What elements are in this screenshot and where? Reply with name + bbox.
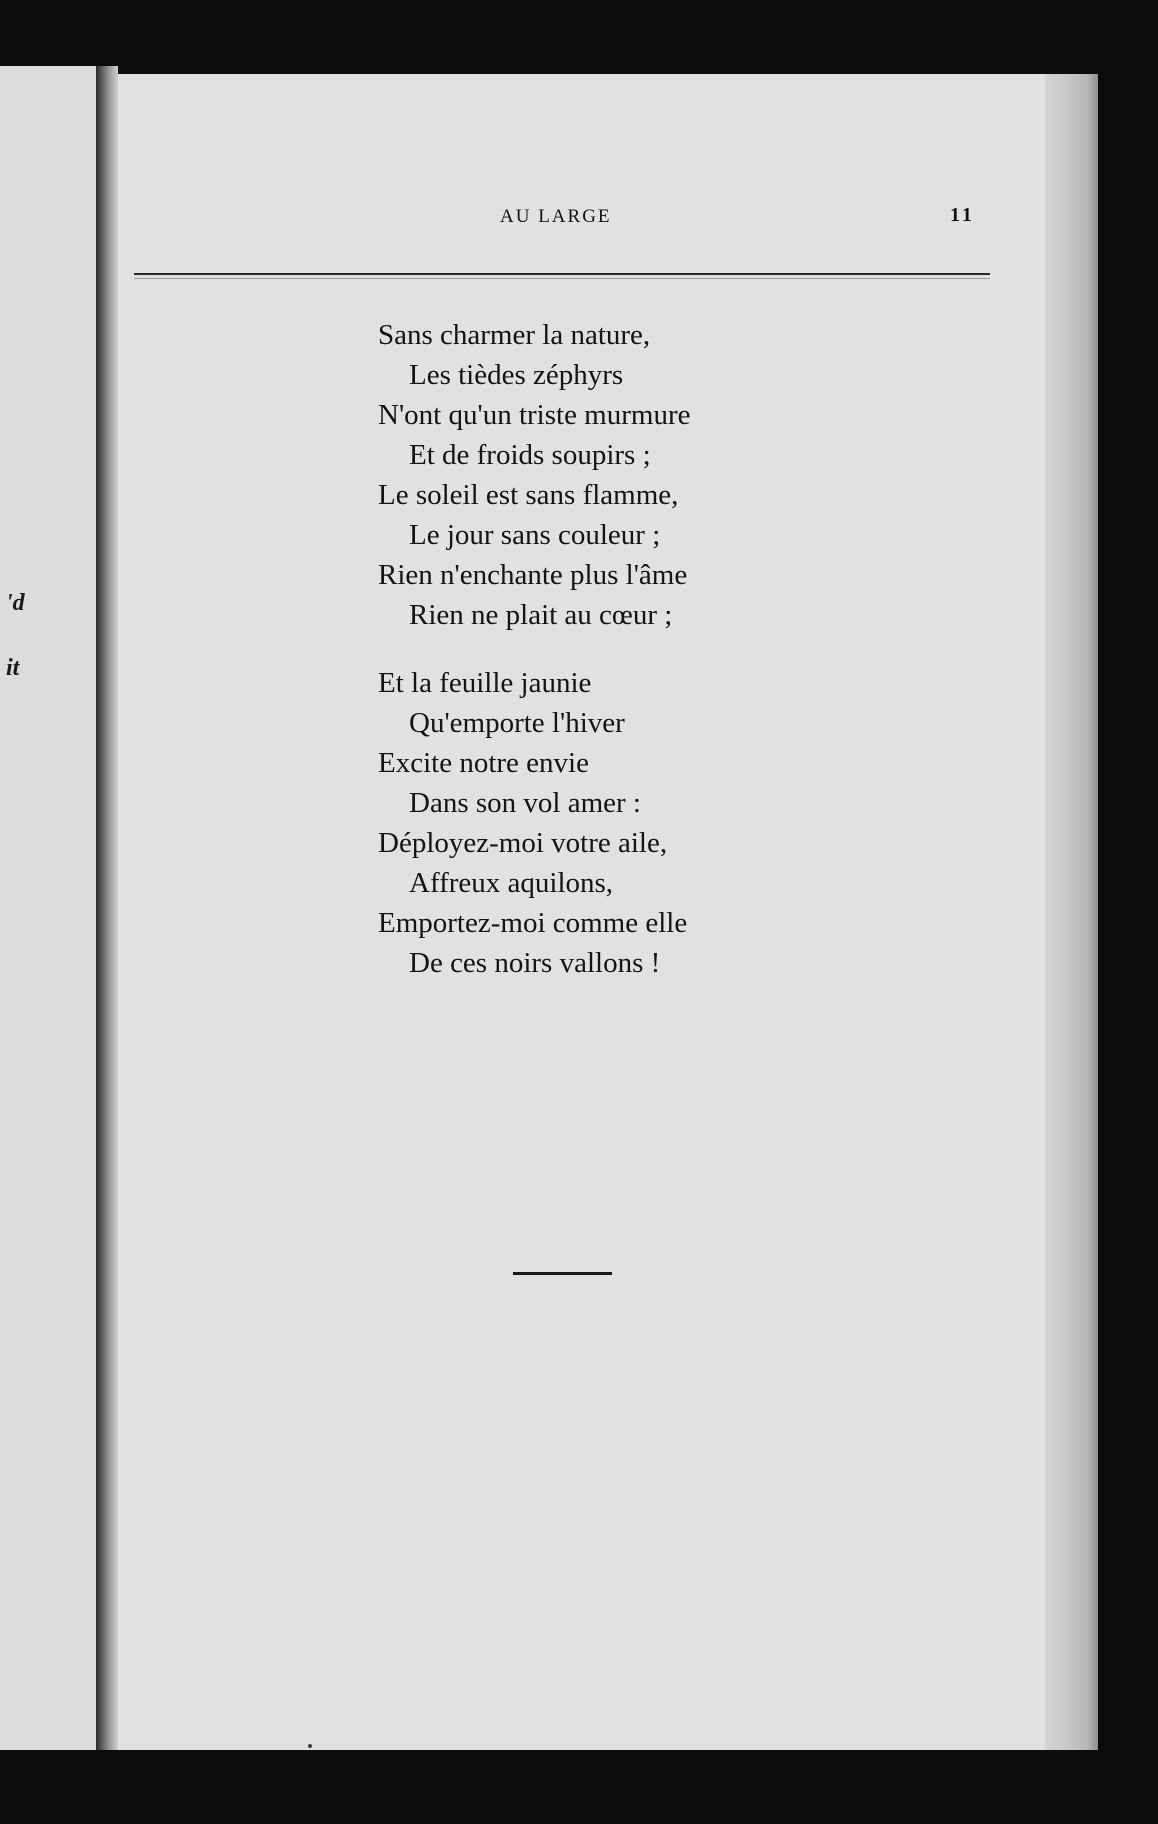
poem-line: Qu'emporte l'hiver [409,707,625,739]
header-rule [134,273,990,275]
page-number: 11 [950,204,975,226]
poem-line: Emportez-moi comme elle [378,907,688,939]
left-page-fragment: 'd [6,590,25,616]
poem-line: Le soleil est sans flamme, [378,479,679,511]
poem-line: Dans son vol amer : [409,787,641,819]
poem-line: Rien ne plait au cœur ; [409,599,673,631]
poem-line: Affreux aquilons, [409,867,614,899]
poem [378,315,691,1011]
header-rule-shadow [134,278,990,279]
left-facing-page [0,66,96,1750]
poem-line: Et la feuille jaunie [378,667,592,699]
poem-line: N'ont qu'un triste murmure [378,399,691,431]
left-page-fragment: it [6,655,20,681]
book-gutter [96,66,118,1750]
poem-line: De ces noirs vallons ! [409,947,661,979]
poem-line: Sans charmer la nature, [378,319,651,351]
stanza [378,663,691,983]
end-ornament-rule [513,1272,612,1275]
stanza [378,315,691,635]
running-head: AU LARGE [500,206,612,227]
poem-line: Les tièdes zéphyrs [409,359,624,391]
poem-line: Rien n'enchante plus l'âme [378,559,688,591]
poem-line: Et de froids soupirs ; [409,439,651,471]
page-speck [308,1744,312,1748]
page-edge [1045,74,1098,1750]
poem-line: Excite notre envie [378,747,589,779]
poem-line: Déployez-moi votre aile, [378,827,668,859]
poem-line: Le jour sans couleur ; [409,519,661,551]
